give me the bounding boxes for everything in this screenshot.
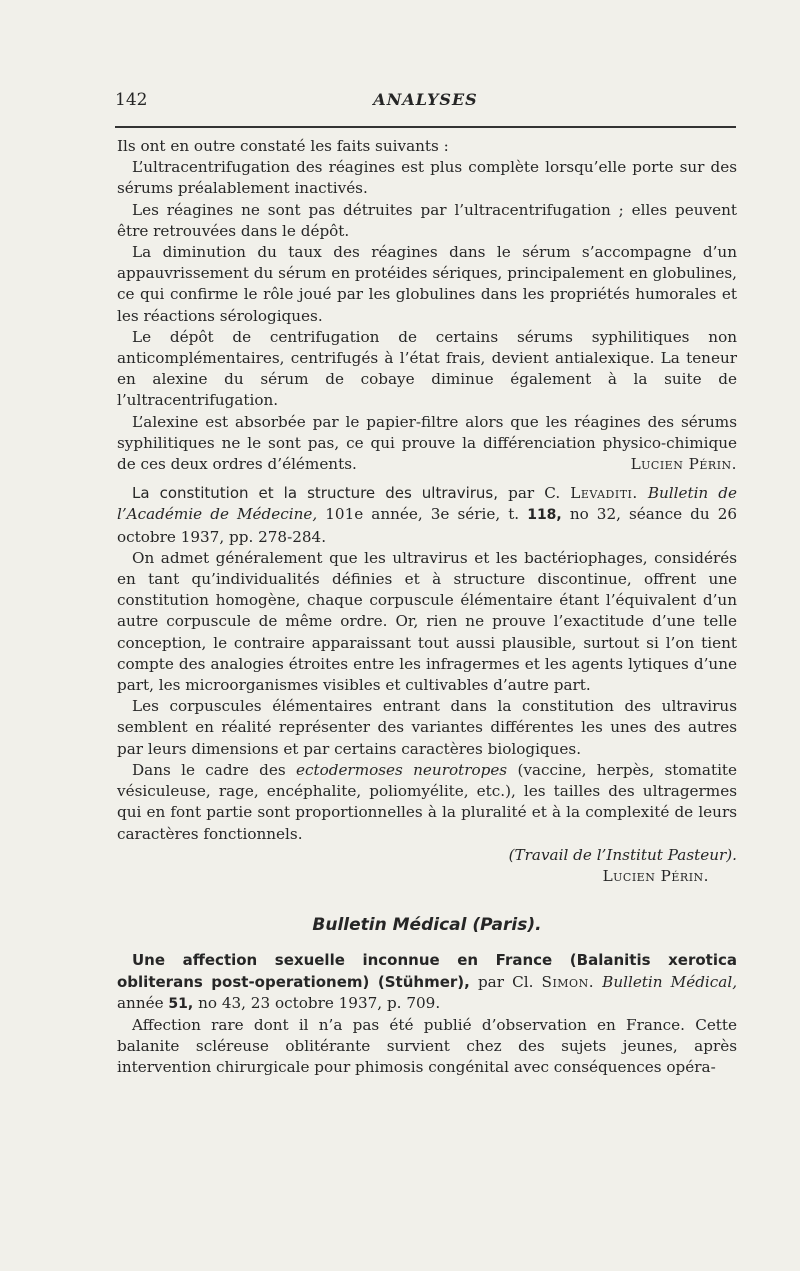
article-journal: Bulletin de l’Académie de Médecine, <box>117 484 738 524</box>
paragraph: Les corpuscules élémentaires entrant dans la constitution des ultravirus semblent en réalité représenter des variantes différentes les unes des autres par leurs dimensions et par certains caractères biologiques. <box>117 697 737 758</box>
article-volume: 118, <box>527 507 562 524</box>
paragraph: L’ultracentrifugation des réagines est plus complète lorsqu’elle porte sur des sérums préalablement inactivés. <box>117 158 737 198</box>
paragraph-text: Dans le cadre des <box>132 760 286 779</box>
institute-credit: (Travail de l’Institut Pasteur). <box>508 845 737 864</box>
article-by: par C. <box>508 484 561 503</box>
paragraph <box>117 412 737 476</box>
paragraph <box>117 760 737 845</box>
article-author: Levaditi. <box>570 484 638 503</box>
paragraph: Les réagines ne sont pas détruites par l’ultracentrifugation ; elles peuvent être retrouvées dans le dépôt. <box>117 200 737 240</box>
paragraph-italic: ectodermoses neurotropes <box>295 760 508 779</box>
signature: Lucien Périn. <box>630 455 737 474</box>
paragraph-text: (vaccine, herpès, stomatite vésiculeuse, rage, encéphalite, poliomyélite, etc.), les tailles des ultragermes qui en font partie sont proportionnelles à la pluralité et à la complexité de leurs caractères fonctionnels. <box>117 760 738 843</box>
header-rule <box>115 126 736 128</box>
page-body <box>117 136 737 1079</box>
article-journal: Bulletin Médical, <box>602 972 738 991</box>
paragraph: Ils ont en outre constaté les faits suivants : <box>117 137 449 155</box>
article-by: par Cl. <box>477 972 534 991</box>
paragraph: La diminution du taux des réagines dans le sérum s’accompagne d’un appauvrissement du sérum en protéides sériques, principalement en globulines, ce qui confirme le rôle joué par les globulines dans les propriétés humorales et les réactions sérologiques. <box>117 243 737 325</box>
page-header <box>115 88 736 122</box>
paragraph: On admet généralement que les ultravirus et les bactériophages, considérés en tant qu’individualités définies et à structure discontinue, offrent une constitution homogène, chaque corpuscule élémentaire étant l’équivalent d’un autre corpuscule de même ordre. Or, rien ne prouve l’exactitude d’une telle conception, le contraire apparaissant tout aussi plausible, surtout si l’on tient compte des analogies étroites entre les infragermes et les agents lytiques d’une part, les microorganismes visibles et cultivables d’autre part. <box>117 548 737 695</box>
article-details: no 43, 23 octobre 1937, p. 709. <box>198 993 441 1012</box>
article-author: Simon. <box>541 972 595 991</box>
article-reference <box>117 483 737 548</box>
article-title: Une affection sexuelle inconnue en France (Balanitis xerotica obliterans post-operationem) (Stühmer), <box>117 951 737 991</box>
page-number: 142 <box>115 90 148 110</box>
paragraph: Affection rare dont il n’a pas été publié d’observation en France. Cette balanite scléreuse oblitérante survient chez des sujets jeunes, après intervention chirurgicale pour phimosis congénital avec conséquences opéra- <box>117 1015 737 1077</box>
article-volume: 51, <box>168 995 194 1012</box>
article-title: La constitution et la structure des ultravirus, <box>132 484 499 503</box>
article-details: 101e année, 3e série, t. <box>325 505 520 524</box>
signature: Lucien Périn. <box>602 866 709 885</box>
journal-heading: Bulletin Médical (Paris). <box>312 915 542 936</box>
article-details: année <box>117 993 164 1012</box>
paragraph: Le dépôt de centrifugation de certains sérums syphilitiques non anticomplémentaires, centrifugés à l’état frais, devient antialexique. La teneur en alexine du sérum de cobaye diminue également à la suite de l’ultracentrifugation. <box>117 327 737 410</box>
paragraph-text: L’alexine est absorbée par le papier-filtre alors que les réagines des sérums syphilitiques ne le sont pas, ce qui prouve la différenciation physico-chimique de ces deux ordres d’éléments. <box>117 412 737 474</box>
running-title: ANALYSES <box>373 90 478 109</box>
article-reference <box>117 950 737 1015</box>
article-details: no 32, séance du 26 octobre 1937, pp. 278-284. <box>117 505 738 546</box>
